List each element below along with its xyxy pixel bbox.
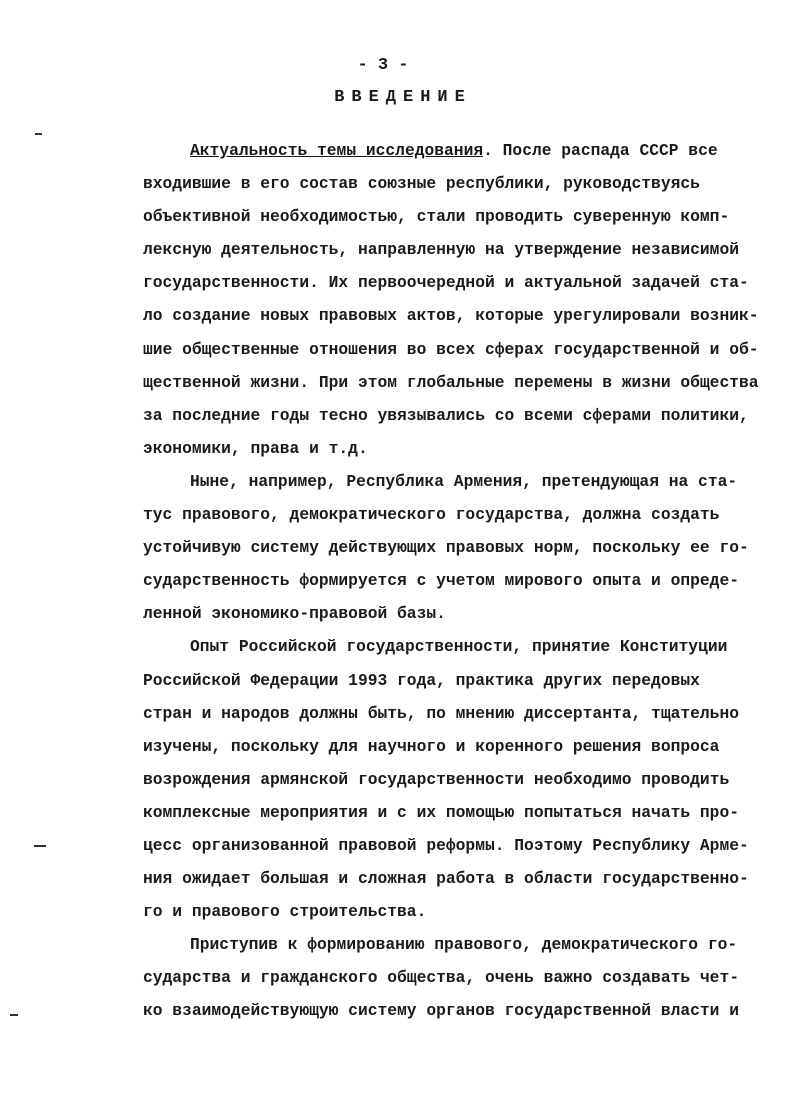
text-line [143,399,783,432]
text-line [143,233,783,266]
page-number: - 3 - [357,56,409,75]
text-line [143,333,783,366]
text-line [143,531,783,564]
text-line [143,564,783,597]
text-line [143,664,783,697]
line-text: за последние годы тесно увязывались со всеми сферами политики, [143,405,749,425]
text-line [143,763,783,796]
scan-mark [34,845,46,847]
text-line [143,200,783,233]
text-line [143,465,783,498]
line-text: сударственность формируется с учетом мирового опыта и опреде- [143,571,739,591]
line-text: Приступив к формированию правового, демократического го- [190,935,738,955]
scan-mark [35,133,42,135]
line-text: ния ожидает большая и сложная работа в области государственно- [143,869,749,889]
line-text: тус правового, демократического государства, должна создать [143,505,720,525]
text-line [143,730,783,763]
text-line [143,299,783,332]
line-text: комплексные мероприятия и с их помощью попытаться начать про- [143,802,739,822]
text-line [143,928,783,961]
text-line [143,134,783,167]
text-line [143,167,783,200]
scan-mark [10,1014,18,1016]
line-text: ленной экономико-правовой базы. [143,604,446,624]
line-text: сударства и гражданского общества, очень важно создавать чет- [143,968,739,988]
document-body [143,134,783,1028]
text-line [143,366,783,399]
inline-heading: Актуальность темы исследования [190,141,484,160]
text-line [143,961,783,994]
line-text: Опыт Российской государственности, принятие Конституции [190,637,728,657]
line-text: входившие в его состав союзные республики, руководствуясь [143,174,700,194]
text-line [143,432,783,465]
text-line [143,630,783,663]
line-text: Ныне, например, Республика Армения, претендующая на ста- [190,471,738,491]
line-text: цесс организованной правовой реформы. Поэтому Республику Арме- [143,835,749,855]
section-title: ВВЕДЕНИЕ [334,88,472,107]
line-text: ло создание новых правовых актов, которые урегулировали возник- [143,306,759,326]
line-text: лексную деятельность, направленную на утверждение независимой [143,240,739,260]
line-text: го и правового строительства. [143,902,427,922]
line-text: государственности. Их первоочередной и актуальной задачей ста- [143,273,749,293]
text-line [143,829,783,862]
line-text: . После распада СССР все [483,141,718,160]
text-line [143,498,783,531]
line-text: объективной необходимостью, стали проводить суверенную комп- [143,207,730,227]
line-text: Российской Федерации 1993 года, практика других передовых [143,670,700,690]
text-line [143,994,783,1027]
line-text: возрождения армянской государственности необходимо проводить [143,769,730,789]
line-text: ко взаимодействующую систему органов государственной власти и [143,1001,739,1021]
line-text: экономики, права и т.д. [143,438,368,458]
line-text: стран и народов должны быть, по мнению диссертанта, тщательно [143,703,739,723]
line-text: изучены, поскольку для научного и коренного решения вопроса [143,736,720,756]
text-line [143,597,783,630]
line-text: шие общественные отношения во всех сферах государственной и об- [143,339,759,359]
line-text: устойчивую систему действующих правовых норм, поскольку ее го- [143,538,749,558]
text-line [143,796,783,829]
text-line [143,266,783,299]
text-line [143,895,783,928]
text-line [143,862,783,895]
text-line [143,697,783,730]
line-text: щественной жизни. При этом глобальные перемены в жизни общества [143,372,759,392]
